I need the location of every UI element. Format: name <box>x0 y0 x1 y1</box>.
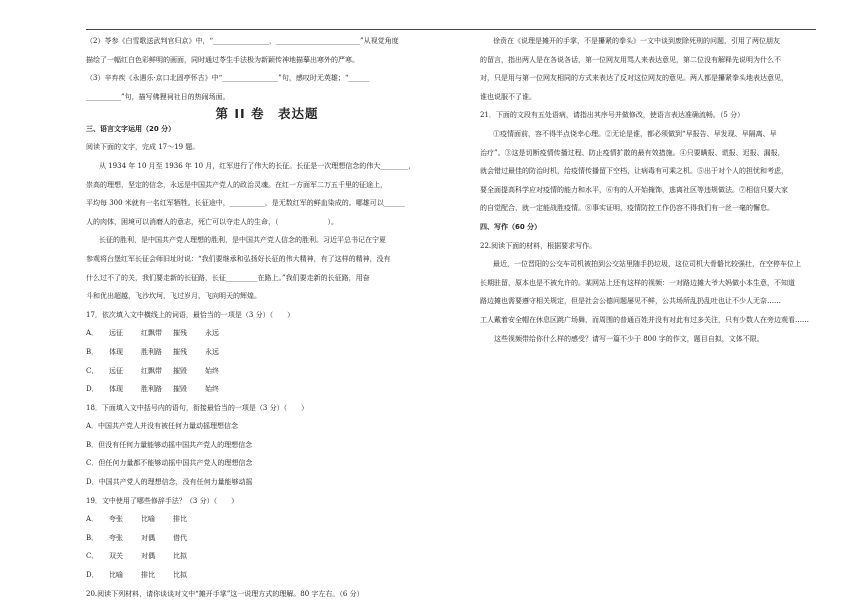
q19-option-b: B． 夸张 对偶 借代 <box>86 533 187 542</box>
passage-line: 参观将台堡红军长征会师旧址时说：“我们要继承和弘扬好长征的伟大精神，有了这样的精神，没有 <box>86 254 391 263</box>
q17-option-c: C． 远征 红飘带 摧毁 始终 <box>86 366 219 375</box>
q22-text-line: 路边摊也需要遵守相关规定，但是社会公德问题屡见不鲜，公共场所乱扔乱吐也让不少人无奈…… <box>480 297 781 306</box>
q18-option-a: A．中国共产党人并没有被任何力量动摇理想信念 <box>86 422 239 431</box>
passage-line: 什么过不了的关，我们要走新的长征路，长征_________在路上。”我们要走新的长征路，用奋 <box>86 273 370 282</box>
q19-option-c: C． 双关 对偶 比拟 <box>86 552 187 561</box>
question-20: 20.阅读下列材料，请你谈谈对文中“摊开手掌”这一说理方式的理解。80 字左右。（6 分） <box>86 589 364 598</box>
q19-option-d: D． 比喻 排比 比拟 <box>86 571 187 580</box>
top-rule <box>86 29 816 30</box>
q17-option-b: B． 体现 胜利路 摧残 永远 <box>86 347 219 356</box>
q22-prompt: 这些视频带给你什么样的感受？请写一篇不少于 800 字的作文，题目自拟，文体不限。 <box>480 334 764 343</box>
q18-option-b: B．但没有任何力量能够动摇中国共产党人的理想信念 <box>86 440 253 449</box>
passage-line: 从 1934 年 10 月至 1936 年 10 月，红军进行了伟大的长征。长征是一次理想信念的伟大________， <box>99 161 416 170</box>
q21-text-line: ①疫情面前，容不得半点侥幸心理。②无论是谁，都必须做到“早报告、早发现、早隔离、早 <box>493 129 777 138</box>
left-column <box>86 36 448 599</box>
passage-line: 人的肉体，困境可以消磨人的意志，死亡可以夺走人的生命，（ ）。 <box>86 217 338 226</box>
passage-line: 崇高的理想，坚定的信念，永远是中国共产党人的政治灵魂。在红一方面军二万五千里的征途上， <box>86 180 387 189</box>
material-line: 的留言，指出两人是在各说各话，第一位网友用骂人来表达意见，第二位没有解释先说明为什么不 <box>480 55 781 64</box>
question-21: 21．下面的文段有五处语病，请指出其序号并做修改，使语言表达准确流畅。（5 分） <box>480 111 745 120</box>
question-18: 18．下面填入文中括号内的语句，衔接最恰当的一项是（3 分）（ ） <box>86 403 309 412</box>
q18-option-d: D．中国共产党人的理想信念，没有任何力量能够动摇 <box>86 478 253 487</box>
q2-line-2: 描绘了一幅红白色彩鲜明的画面，同时通过苓生手法极为新颖传神地描摹出寒外的严寒。 <box>86 55 359 64</box>
q22-text-line: 最近，一位晋阳的公交车司机被拍到公交站里随手扔垃圾，这位司机大骨骼比较强壮，在空停车位上 <box>493 260 801 269</box>
question-22: 22.阅读下面的材料，根据要求写作。 <box>480 241 597 250</box>
passage-line: 斗和优出超越，飞沙坎坷，飞过岁月，飞向明天的辉煌。 <box>86 292 261 301</box>
material-line: 谁也说服不了谁。 <box>480 92 536 101</box>
q3-line-2: __________”句，描写佛狸祠社日的热闹场面。 <box>86 92 230 101</box>
q22-text-line: 工人戴着安全帽在休息区跳广场舞，而周围的普通百姓并没有对此有过多关注，只有少数人在旁边观看…… <box>480 315 809 324</box>
reading-instruction: 阅读下面的文字，完成 17～19 题。 <box>86 143 200 152</box>
section-4-heading: 四、写作（60 分） <box>480 222 542 231</box>
section-3-heading: 三、语言文字运用（20 分） <box>86 124 176 133</box>
section-title: 第 II 卷 表达题 <box>215 105 319 121</box>
q18-option-c: C．但任何力量都不能够动摇中国共产党人的理想信念 <box>86 459 253 468</box>
question-19: 19．文中使用了哪些修辞手法？（3 分）（ ） <box>86 496 239 505</box>
q21-text-line: 的自觉配合，就一定能战胜疫情。⑧事实证明，疫情防控工作仍容不得我们有一丝一毫的懈怠。 <box>480 204 774 213</box>
q21-text-line: 要全面提高科学应对疫情的能力和水平，⑥有的人开始掩饰，逃离社区等违规做法。⑦相信只要大家 <box>480 185 788 194</box>
material-line: 对，只是用与第一位网友相同的方式来表达了反对这位网友的意见。两人都是攥紧拳头地表达意见， <box>480 74 788 83</box>
right-column <box>480 36 816 344</box>
q21-text-line: 就会错过最佳的防治时机，给疫情传播留下空档，让病毒有可乘之机。⑤出于对个人的担忧和考虑， <box>480 167 788 176</box>
passage-line: 长征的胜利，是中国共产党人理想的胜利，是中国共产党人信念的胜利。习近平总书记在宁夏 <box>99 236 386 245</box>
question-17: 17．依次填入文中横线上的词语，最恰当的一项是（3 分）（ ） <box>86 310 295 319</box>
q3-line-1: （3）辛弃疾《永遇乐·京口北固亭怀古》中“________________”句，感叹时无英雄；“______ <box>86 74 370 83</box>
q22-text-line: 长期驻留，原本也是不被允许的。某网站上还有这样的视频：一对路边摊大爷大妈做小本生意，不知道 <box>480 278 795 287</box>
q2-line-1: （2）苓参《白雪歌送武判官归京》中，“________________，________________________”从视觉角度 <box>86 37 399 45</box>
passage-line: 平均每 300 米就有一名红军牺牲。长征途中，__________，是无数红军的鲜血染成的。哪雄可以______ <box>86 199 405 208</box>
material-line: 徐贲在《说理是摊开的手掌，不是攥紧的拳头》一文中谈到废除死刑的问题，引用了两位朋友 <box>493 37 780 45</box>
q17-option-d: D． 体现 胜利路 摧毁 始终 <box>86 385 219 394</box>
q21-text-line: 治疗”。③这是切断疫情传播过程、防止疫情扩散的最有效措施。④只要瞒报、谎报、迟报、漏报， <box>480 148 785 157</box>
q17-option-a: A． 远征 红飘带 摧残 永远 <box>86 329 219 338</box>
q19-option-a: A． 夸张 比喻 排比 <box>86 515 187 524</box>
